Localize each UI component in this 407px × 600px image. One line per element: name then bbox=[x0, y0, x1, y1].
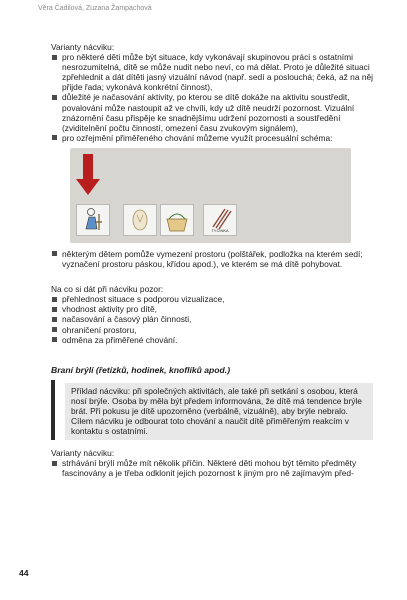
bullet-icon bbox=[52, 135, 57, 140]
list-item-text: důležité je načasování aktivity, po kterou se dítě dokáže na aktivitu soustředit, povalování může nastoupit až ve chvíli, kdy už dítě neudrží pozornost. Vizuální znázornění času přispěje ke snadnějšímu udržení pozornosti a soustředění (zviditelnění počtu činností, omezení času zvukovým signálem), bbox=[62, 92, 355, 133]
bullet-icon bbox=[52, 337, 57, 342]
child-sitting-icon bbox=[77, 205, 109, 235]
card-caption: TYČINKA bbox=[211, 227, 229, 233]
picture-card-basket bbox=[160, 204, 194, 236]
bullet-icon bbox=[52, 327, 57, 332]
list-item-text: přehlednost situace s podporou vizualizace, bbox=[62, 294, 225, 305]
list-item-text: načasování a časový plán činnosti, bbox=[62, 314, 192, 325]
bullet-icon bbox=[52, 461, 57, 466]
bullet-icon bbox=[52, 251, 57, 256]
picture-card-sitting bbox=[76, 204, 110, 236]
variants-list-2 bbox=[51, 458, 373, 478]
basket-icon bbox=[161, 205, 193, 235]
caution-heading: Na co si dát při nácviku pozor: bbox=[51, 284, 164, 295]
list-item bbox=[51, 314, 373, 324]
red-arrow-head-icon bbox=[76, 179, 100, 195]
example-side-bar bbox=[51, 380, 55, 440]
running-header: Věra Čadilová, Zuzana Žampachová bbox=[38, 5, 152, 12]
bullet-icon bbox=[52, 95, 57, 100]
list-item-text: vhodnost aktivity pro dítě, bbox=[62, 304, 157, 315]
process-schema-photo bbox=[70, 148, 351, 243]
variants-list bbox=[51, 52, 373, 143]
bullet-icon bbox=[52, 297, 57, 302]
list-item bbox=[51, 304, 373, 314]
variants-list-continued bbox=[51, 249, 373, 269]
list-item bbox=[51, 133, 373, 143]
list-item-text: pro ozřejmění přiměřeného chování můžeme využít procesuální schéma: bbox=[62, 132, 333, 143]
egg-timer-icon bbox=[124, 205, 156, 235]
bullet-icon bbox=[52, 317, 57, 322]
page-number: 44 bbox=[19, 568, 29, 578]
picture-card-egg bbox=[123, 204, 157, 236]
list-item bbox=[51, 294, 373, 304]
red-arrow-icon bbox=[83, 154, 93, 180]
variants-heading: Varianty nácviku: bbox=[51, 42, 115, 52]
list-item bbox=[51, 458, 373, 478]
list-item-text: pro některé děti může být situace, kdy vykonávají skupinovou práci s ostatními nesrozumitelná, dítě se může nudit nebo neví, co má dělat. Proto je důležité situaci zpřehlednit a dát dítěti jasný vizuální návod (např. sedí a poslouchá; čeká, až na něj přijde řada; vykonává konkrétní činnost), bbox=[62, 52, 373, 93]
list-item-text: odměna za přiměřené chování. bbox=[62, 334, 178, 345]
list-item-text: ohraničení prostoru, bbox=[62, 324, 137, 335]
bullet-icon bbox=[52, 307, 57, 312]
variants-heading-2: Varianty nácviku: bbox=[51, 448, 115, 459]
list-item-text: strhávání brýlí může mít několik příčin. Některé děti mohou být těmito předměty fascinovány a je třeba odklonit jejich pozornost k jiným pro ně zajímavým před- bbox=[62, 458, 357, 479]
list-item bbox=[51, 335, 373, 345]
section-title: Braní brýlí (řetízků, hodinek, knoflíků apod.) bbox=[51, 364, 231, 375]
list-item bbox=[51, 92, 373, 132]
list-item-text: některým dětem pomůže vymezení prostoru (polštářek, podložka na kterém sedí; vyznačení prostoru páskou, křídou apod.), ve kterém se má dítě pohybovat. bbox=[62, 248, 363, 270]
page-content bbox=[51, 42, 373, 478]
list-item bbox=[51, 325, 373, 335]
list-item bbox=[51, 249, 373, 269]
example-text: Příklad nácviku: při společných aktivitách, ale také při setkání s osobou, která nosí brýle. Osoba by měla být předem informována, že dítě má tendence brýle brát. Při pokusu je dítě upozorněno (verbálně, vizuálně), aby brýle nebralo. Cílem nácviku je odbourat toto chování a naučit dítě přiměřeným reakcím v kontaktu s ostatními. bbox=[65, 383, 373, 440]
caution-list bbox=[51, 294, 373, 344]
bullet-icon bbox=[52, 55, 57, 60]
example-box bbox=[51, 380, 373, 440]
picture-card-sticks bbox=[203, 204, 237, 236]
list-item bbox=[51, 52, 373, 92]
